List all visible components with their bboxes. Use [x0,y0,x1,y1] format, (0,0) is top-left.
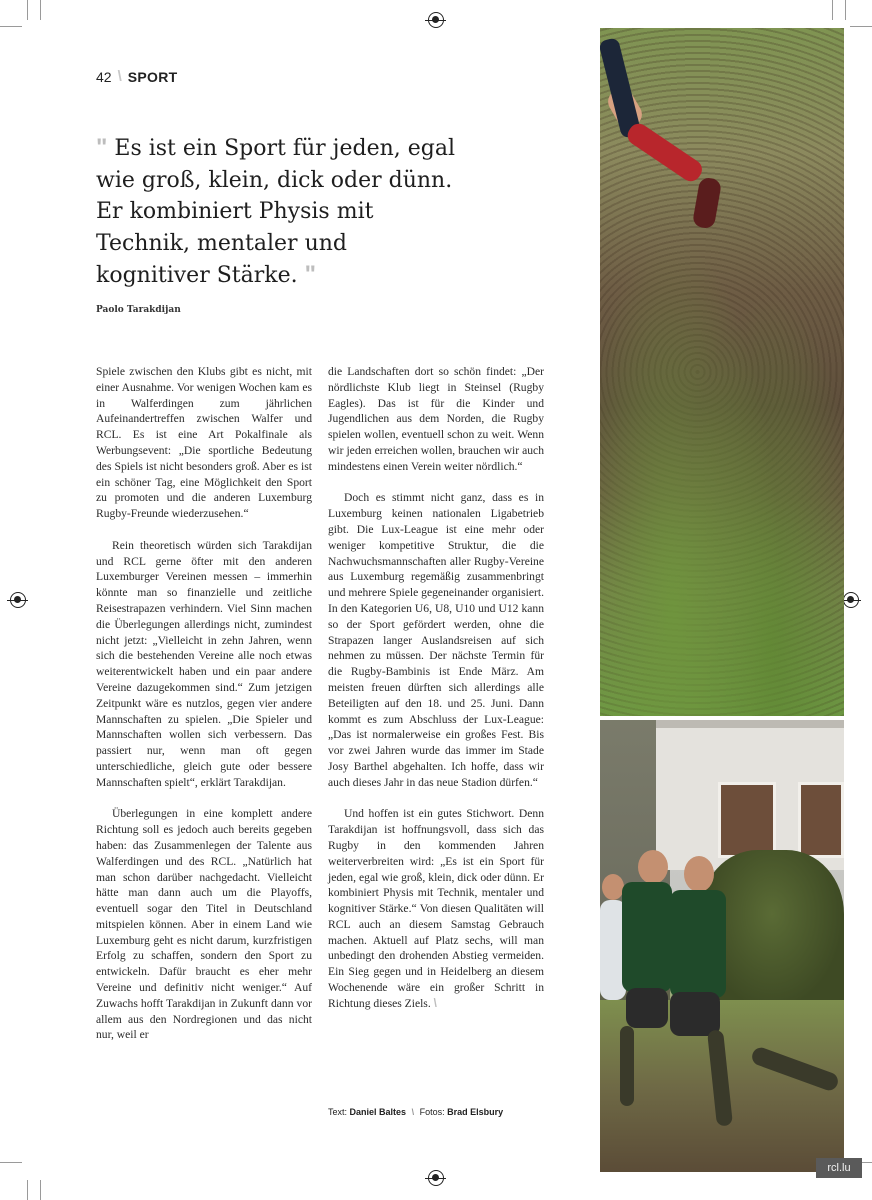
page-number: 42 [96,68,112,85]
paragraph [328,806,544,1011]
page-header [96,68,177,85]
crop-mark [40,1180,41,1200]
player-green-jersey [622,882,672,992]
paragraph: Überlegungen in eine komplett andere Richtung soll es jedoch auch bereits gegeben haben: das Zusammenlegen der Talente aus Walferdingen und des RCL. „Natürlich hat man schon darüber nachgedacht. Vielleicht hätte man dann auch um die Playoffs, eventuell sogar den Titel in Deutschland mitspielen können. Aber in einem Land wie Luxemburg geht es nicht darum, kurzfristigen Erfolg zu schaffen, sondern den Sport zu entwickeln. Dafür braucht es eher mehr Vereine und definitiv nicht weniger.“ Auf Zuwachs hofft Tarakdijan in Zukunft dann vor allem aus den Nordregionen und das nicht nur, weil er [96,807,312,1042]
player-head [638,850,668,884]
player-shorts [670,992,720,1036]
registration-mark-icon [10,592,26,608]
house-roof [656,720,844,728]
end-mark: \ [433,996,437,1010]
paragraph: Doch es stimmt nicht ganz, dass es in Luxemburg keinen nationalen Ligabetrieb gibt. Die Lux-League ist eine mehr oder weniger kompetitive Struktur, die die Nachwuchsmannschaften aller Rugby-Vereine aus Luxemburg regemäßig zusammenbringt und mehrere Spiele gegeneinander organisiert. In den Kategorien U6, U8, U10 und U12 kann so der Sport gefördert werden, ohne die Strapazen langer Auslandsreisen auf sich nehmen zu müssen. Der nächste Termin für die Rugby-Bambinis ist Ende März. Am meisten freuen dürften sich allerdings alle Beteiligten auf den 18. und 25. Juni. Dann kommt es zum Abschluss der Lux-League: „Das ist normalerweise ein großes Fest. Bis vor zwei Jahren wurde das immer im Stade Josy Barthel abgehalten. Ich hoffe, dass wir auch dieses Jahr in das neue Stadion dürfen.“ [328,491,544,789]
photo-credit-author: Brad Elsbury [447,1107,504,1117]
site-badge: rcl.lu [816,1158,862,1178]
credit-separator: \ [411,1107,415,1117]
pull-quote-text: Es ist ein Sport für jeden, egal wie groß, klein, dick oder dünn. Er kombiniert Physis mit Technik, mentaler und kognitiver Stärke. [96,136,456,288]
text-credit-label: Text: [328,1107,348,1117]
crop-mark [0,1162,22,1163]
crop-mark [0,26,22,27]
photo-credit-label: Fotos: [419,1107,445,1117]
paragraph-text: Und hoffen ist ein gutes Stichwort. Denn Tarakdijan ist hoffnungsvoll, dass sich das Rugby in den kommenden Jahren weiterverbreiten wird: „Es ist ein Sport für jeden, egal wie groß, klein, dick oder dünn. Er kombiniert Physis mit Technik, mentaler und kognitiver Stärke.“ Von diesen Qualitäten will RCL auch an diesem Samstag Gebrauch machen. Aktuell auf Platz sechs, will man unbedingt den drohenden Abstieg vermeiden. Ein Sieg gegen und in Heidelberg an diesem Wochenende wäre ein großer Schritt in Richtung dieses Ziels. [328,807,544,1010]
paragraph: Spiele zwischen den Klubs gibt es nicht, mit einer Ausnahme. Vor wenigen Wochen kam es in Walferdingen zum jährlichen Aufeinandertreffen zwischen Walfer und RCL. Es ist eine Art Pokalfinale als Werbungsevent: „Die sportliche Bedeutung des Spiels ist nicht besonders groß. Aber es ist ein schöner Tag, eine Möglichkeit den Sport zu promoten und die anderen Luxemburg Rugby-Freunde wiederzusehen.“ [96,365,312,521]
player-head [602,874,624,900]
registration-mark-icon [428,1170,444,1186]
player-leg [620,1026,634,1106]
player-boot [692,176,722,229]
text-credit-author: Daniel Baltes [349,1107,407,1117]
registration-mark-icon [428,12,444,28]
article-column-2 [328,364,544,1027]
section-title: SPORT [127,68,178,85]
crop-mark [832,0,833,20]
crop-mark [850,26,872,27]
quote-open-mark: " [96,134,108,161]
paragraph: die Landschaften dort so schön findet: „Der nördlichste Klub liegt in Steinsel (Rugby Eagles). Das ist für die Kinder und Jugendlichen aus dem Norden, die Rugby spielen wollen, eventuell schon zu weit. Wenn wir jeden erreichen wollen, brauchen wir auch mindestens einen Verein weiter nördlich.“ [328,365,544,473]
crop-mark [27,1180,28,1200]
registration-mark-icon [843,592,859,608]
player-head [684,856,714,892]
rugby-players-photo [600,720,844,1172]
pull-quote [96,132,456,292]
photo-credits [328,1107,503,1117]
crop-mark [27,0,28,20]
paragraph: Rein theoretisch würden sich Tarakdijan und RCL gerne öfter mit den anderen Luxemburger Vereinen messen – immerhin könnte man so finanzielle und zeitliche Reisestrapazen verhindern. Viel Sinn machen die Überlegungen allerdings nicht, zumindest nicht jetzt: „Vielleicht in zehn Jahren, wenn sich die bestehenden Vereine alle noch etwas weiterentwickelt haben und ein paar andere Vereine dazugekommen sind.“ Zum jetzigen Zeitpunkt wäre es nutzlos, gegen vier andere Mannschaften zu spielen. „Die Spieler und Mannschaften wollen sich verbessern. Das passiert nur, wenn man oft gegen unterschiedliche, gleich gute oder bessere Mannschaften spielt“, erklärt Tarakdijan. [96,538,312,789]
house-window [718,782,776,858]
crop-mark [40,0,41,20]
quote-close-mark: " [304,261,316,288]
player-sock [624,120,706,185]
house-window [798,782,844,858]
article-column-1 [96,364,312,1059]
player-shorts [626,988,668,1028]
crop-mark [845,0,846,20]
player-green-jersey [670,890,726,998]
header-separator: \ [117,68,122,85]
rugby-pitch-photo [600,28,844,716]
pull-quote-author: Paolo Tarakdijan [96,305,181,315]
